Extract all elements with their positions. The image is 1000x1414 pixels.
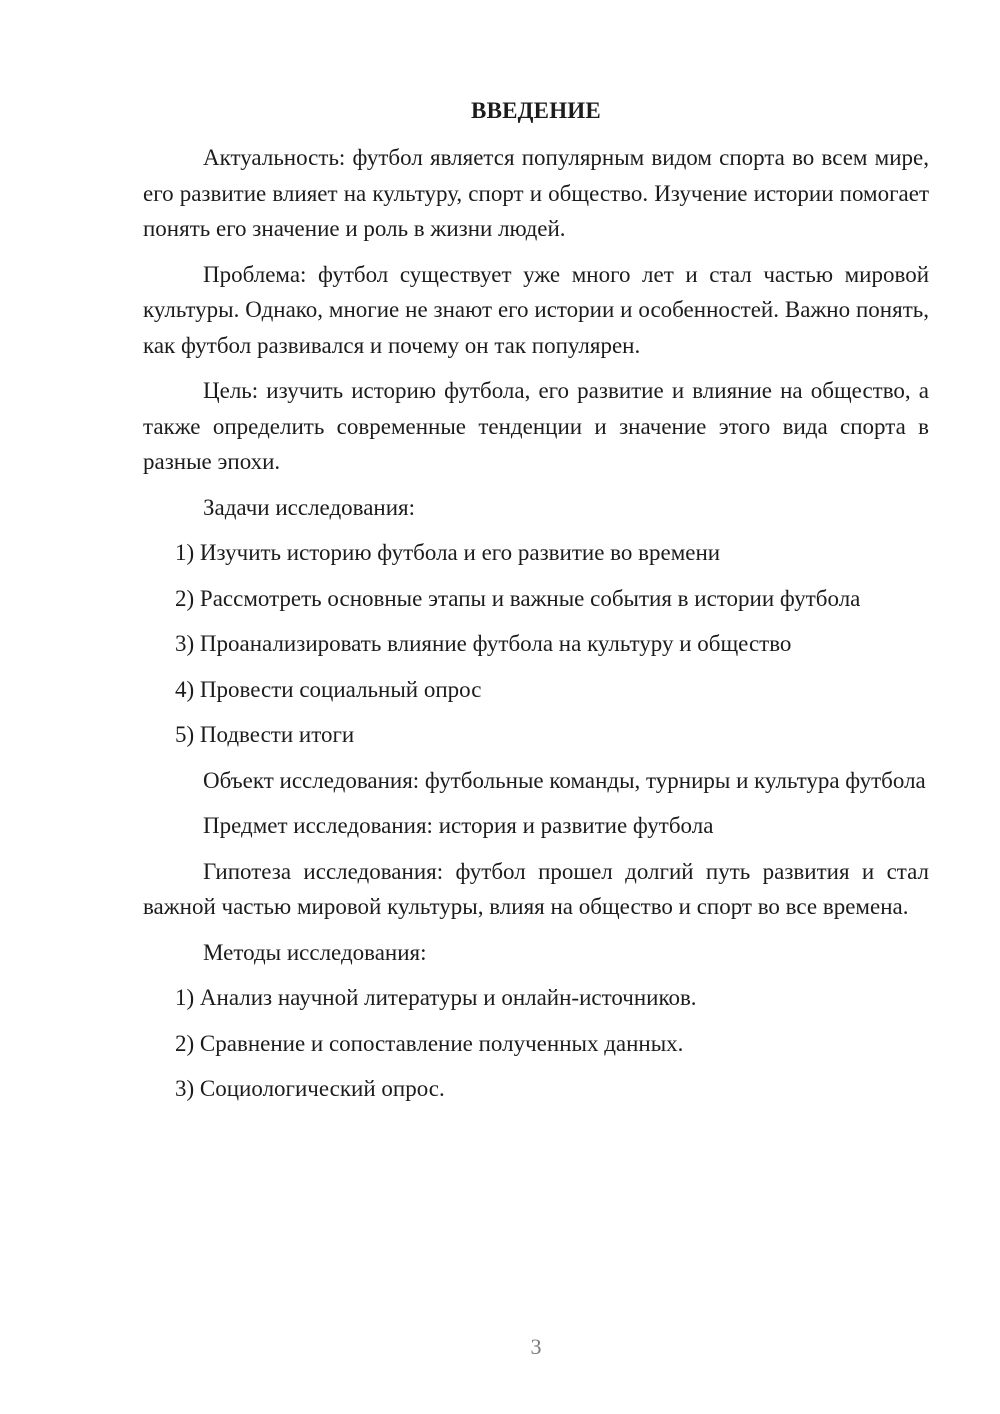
object-paragraph: Объект исследования: футбольные команды, турниры и культура футбола [203,767,926,793]
task-item: 4) Провести социальный опрос [175,676,482,702]
method-item: 2) Сравнение и сопоставление полученных данных. [175,1030,684,1056]
task-item: 1) Изучить историю футбола и его развитие во времени [175,540,721,565]
goal-paragraph: Цель: изучить историю футбола, его развитие и влияние на общество, а также определить современные тенденции и значение этого вида спорта в разные эпохи. [143,378,929,474]
task-item: 5) Подвести итоги [175,722,355,747]
task-item: 3) Проанализировать влияние футбола на культуру и общество [175,631,792,656]
tasks-heading: Задачи исследования: [203,494,416,520]
method-item: 3) Социологический опрос. [175,1076,445,1101]
relevance-paragraph: Актуальность: футбол является популярным видом спорта во всем мире, его развитие влияет на культуру, спорт и общество. Изучение истории помогает понять его значение и роль в жизни людей. [143,145,929,241]
hypothesis-paragraph: Гипотеза исследования: футбол прошел долгий путь развития и стал важной частью мировой культуры, влияя на общество и спорт во все времена. [143,858,929,919]
method-item: 1) Анализ научной литературы и онлайн-источников. [175,985,697,1010]
section-title: ВВЕДЕНИЕ [471,98,601,123]
problem-paragraph: Проблема: футбол существует уже много лет и стал частью мировой культуры. Однако, многие не знают его истории и особенностей. Важно понять, как футбол развивался и почему он так популярен. [143,261,929,358]
methods-heading: Методы исследования: [203,939,427,965]
methods-list [143,980,929,1107]
tasks-list [143,535,929,753]
page-number: 3 [530,1334,542,1359]
subject-paragraph: Предмет исследования: история и развитие футбола [203,813,714,838]
task-item: 2) Рассмотреть основные этапы и важные события в истории футбола [175,585,861,611]
document-body [143,140,929,1117]
